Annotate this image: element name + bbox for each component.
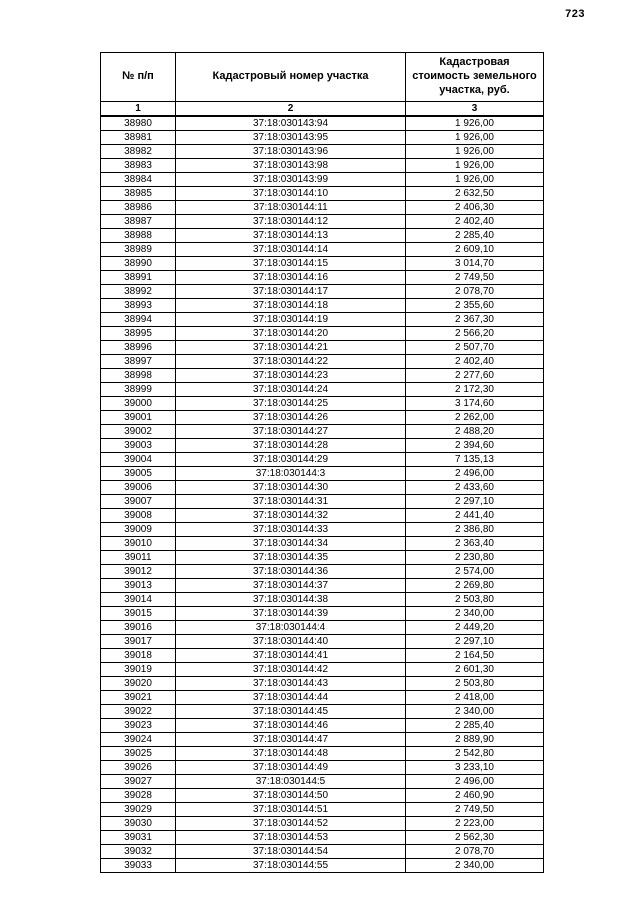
table-row	[101, 116, 544, 131]
table-row	[101, 747, 544, 761]
cadastral-value-cell: 2 406,30	[406, 201, 544, 215]
cadastral-number-cell: 37:18:030144:32	[176, 509, 406, 523]
cadastral-number-cell: 37:18:030144:49	[176, 761, 406, 775]
cadastral-value-cell: 2 402,40	[406, 355, 544, 369]
row-number-cell: 38989	[101, 243, 176, 257]
cadastral-value-cell: 2 230,80	[406, 551, 544, 565]
row-number-cell: 39023	[101, 719, 176, 733]
row-number-cell: 38999	[101, 383, 176, 397]
cadastral-number-cell: 37:18:030143:94	[176, 116, 406, 131]
cadastral-number-cell: 37:18:030144:54	[176, 845, 406, 859]
row-number-cell: 38986	[101, 201, 176, 215]
cadastral-number-cell: 37:18:030144:41	[176, 649, 406, 663]
cadastral-table	[100, 52, 544, 873]
cadastral-number-cell: 37:18:030144:35	[176, 551, 406, 565]
cadastral-number-cell: 37:18:030144:31	[176, 495, 406, 509]
cadastral-number-cell: 37:18:030144:43	[176, 677, 406, 691]
row-number-cell: 39005	[101, 467, 176, 481]
cadastral-number-cell: 37:18:030144:34	[176, 537, 406, 551]
table-row	[101, 607, 544, 621]
table-row	[101, 691, 544, 705]
cadastral-number-cell: 37:18:030144:10	[176, 187, 406, 201]
page-number: 723	[565, 8, 585, 20]
cadastral-value-cell: 2 340,00	[406, 859, 544, 873]
cadastral-number-cell: 37:18:030144:51	[176, 803, 406, 817]
cadastral-value-cell: 2 503,80	[406, 593, 544, 607]
cadastral-number-cell: 37:18:030144:45	[176, 705, 406, 719]
column-number-3: 3	[406, 102, 544, 117]
cadastral-number-cell: 37:18:030144:19	[176, 313, 406, 327]
table-row	[101, 341, 544, 355]
row-number-cell: 38991	[101, 271, 176, 285]
header-cadastral-number: Кадастровый номер участка	[176, 53, 406, 102]
header-row-number: № п/п	[101, 53, 176, 102]
table-row	[101, 537, 544, 551]
header-cadastral-value: Кадастровая стоимость земельного участка, руб.	[406, 53, 544, 102]
row-number-cell: 38985	[101, 187, 176, 201]
cadastral-value-cell: 2 394,60	[406, 439, 544, 453]
table-row	[101, 621, 544, 635]
row-number-cell: 39008	[101, 509, 176, 523]
cadastral-number-cell: 37:18:030144:20	[176, 327, 406, 341]
cadastral-value-cell: 2 269,80	[406, 579, 544, 593]
table-row	[101, 565, 544, 579]
cadastral-value-cell: 2 488,20	[406, 425, 544, 439]
cadastral-number-cell: 37:18:030144:52	[176, 817, 406, 831]
row-number-cell: 39016	[101, 621, 176, 635]
row-number-cell: 38997	[101, 355, 176, 369]
cadastral-number-cell: 37:18:030144:33	[176, 523, 406, 537]
cadastral-value-cell: 2 078,70	[406, 845, 544, 859]
row-number-cell: 38982	[101, 145, 176, 159]
cadastral-number-cell: 37:18:030144:21	[176, 341, 406, 355]
cadastral-value-cell: 2 297,10	[406, 495, 544, 509]
table-row	[101, 649, 544, 663]
table-row	[101, 327, 544, 341]
row-number-cell: 38993	[101, 299, 176, 313]
cadastral-number-cell: 37:18:030144:11	[176, 201, 406, 215]
row-number-cell: 38992	[101, 285, 176, 299]
table-row	[101, 411, 544, 425]
cadastral-value-cell: 2 632,50	[406, 187, 544, 201]
table-row	[101, 425, 544, 439]
table-row	[101, 229, 544, 243]
table-row	[101, 397, 544, 411]
cadastral-value-cell: 2 340,00	[406, 705, 544, 719]
row-number-cell: 38995	[101, 327, 176, 341]
table-row	[101, 551, 544, 565]
cadastral-value-cell: 2 285,40	[406, 229, 544, 243]
column-number-1: 1	[101, 102, 176, 117]
cadastral-value-cell: 2 363,40	[406, 537, 544, 551]
table-row	[101, 635, 544, 649]
row-number-cell: 39026	[101, 761, 176, 775]
row-number-cell: 39032	[101, 845, 176, 859]
cadastral-number-cell: 37:18:030144:13	[176, 229, 406, 243]
table-row	[101, 313, 544, 327]
row-number-cell: 38994	[101, 313, 176, 327]
row-number-cell: 39031	[101, 831, 176, 845]
row-number-cell: 38983	[101, 159, 176, 173]
cadastral-value-cell: 2 172,30	[406, 383, 544, 397]
table-row	[101, 733, 544, 747]
cadastral-number-cell: 37:18:030144:55	[176, 859, 406, 873]
cadastral-value-cell: 2 355,60	[406, 299, 544, 313]
row-number-cell: 38996	[101, 341, 176, 355]
cadastral-number-cell: 37:18:030144:36	[176, 565, 406, 579]
row-number-cell: 39011	[101, 551, 176, 565]
row-number-cell: 39003	[101, 439, 176, 453]
cadastral-value-cell: 2 496,00	[406, 775, 544, 789]
table-row	[101, 677, 544, 691]
cadastral-number-cell: 37:18:030144:29	[176, 453, 406, 467]
cadastral-value-cell: 2 277,60	[406, 369, 544, 383]
row-number-cell: 39017	[101, 635, 176, 649]
cadastral-number-cell: 37:18:030144:27	[176, 425, 406, 439]
row-number-cell: 38981	[101, 131, 176, 145]
cadastral-number-cell: 37:18:030144:23	[176, 369, 406, 383]
cadastral-number-cell: 37:18:030144:25	[176, 397, 406, 411]
row-number-cell: 38990	[101, 257, 176, 271]
row-number-cell: 39015	[101, 607, 176, 621]
cadastral-number-cell: 37:18:030144:39	[176, 607, 406, 621]
row-number-cell: 39013	[101, 579, 176, 593]
table-row	[101, 173, 544, 187]
cadastral-value-cell: 1 926,00	[406, 173, 544, 187]
table-row	[101, 817, 544, 831]
table-row	[101, 789, 544, 803]
table-row	[101, 257, 544, 271]
cadastral-value-cell: 3 233,10	[406, 761, 544, 775]
row-number-cell: 39021	[101, 691, 176, 705]
column-numbers-row	[101, 102, 544, 117]
table-row	[101, 719, 544, 733]
table-row	[101, 159, 544, 173]
cadastral-value-cell: 2 433,60	[406, 481, 544, 495]
row-number-cell: 39018	[101, 649, 176, 663]
row-number-cell: 39027	[101, 775, 176, 789]
table-row	[101, 509, 544, 523]
cadastral-value-cell: 2 223,00	[406, 817, 544, 831]
row-number-cell: 39002	[101, 425, 176, 439]
row-number-cell: 39025	[101, 747, 176, 761]
row-number-cell: 39019	[101, 663, 176, 677]
table-row	[101, 187, 544, 201]
table-row	[101, 859, 544, 873]
table-row	[101, 761, 544, 775]
cadastral-number-cell: 37:18:030144:46	[176, 719, 406, 733]
cadastral-number-cell: 37:18:030144:15	[176, 257, 406, 271]
table-row	[101, 201, 544, 215]
cadastral-number-cell: 37:18:030144:47	[176, 733, 406, 747]
cadastral-number-cell: 37:18:030144:18	[176, 299, 406, 313]
cadastral-value-cell: 2 449,20	[406, 621, 544, 635]
row-number-cell: 39006	[101, 481, 176, 495]
cadastral-number-cell: 37:18:030144:12	[176, 215, 406, 229]
cadastral-value-cell: 2 507,70	[406, 341, 544, 355]
row-number-cell: 38998	[101, 369, 176, 383]
cadastral-number-cell: 37:18:030144:22	[176, 355, 406, 369]
table-body	[101, 116, 544, 873]
table-row	[101, 243, 544, 257]
cadastral-value-cell: 2 609,10	[406, 243, 544, 257]
cadastral-number-cell: 37:18:030144:28	[176, 439, 406, 453]
cadastral-value-cell: 7 135,13	[406, 453, 544, 467]
cadastral-value-cell: 3 174,60	[406, 397, 544, 411]
cadastral-number-cell: 37:18:030144:4	[176, 621, 406, 635]
cadastral-number-cell: 37:18:030144:50	[176, 789, 406, 803]
row-number-cell: 39007	[101, 495, 176, 509]
row-number-cell: 38988	[101, 229, 176, 243]
row-number-cell: 38984	[101, 173, 176, 187]
table-row	[101, 145, 544, 159]
cadastral-number-cell: 37:18:030143:96	[176, 145, 406, 159]
table-row	[101, 775, 544, 789]
table-row	[101, 131, 544, 145]
row-number-cell: 39022	[101, 705, 176, 719]
table-row	[101, 705, 544, 719]
table-row	[101, 467, 544, 481]
cadastral-number-cell: 37:18:030144:38	[176, 593, 406, 607]
row-number-cell: 39020	[101, 677, 176, 691]
table-row	[101, 215, 544, 229]
table-row	[101, 845, 544, 859]
cadastral-value-cell: 2 386,80	[406, 523, 544, 537]
table-row	[101, 831, 544, 845]
cadastral-value-cell: 2 601,30	[406, 663, 544, 677]
cadastral-number-cell: 37:18:030144:53	[176, 831, 406, 845]
cadastral-value-cell: 1 926,00	[406, 159, 544, 173]
table-row	[101, 481, 544, 495]
cadastral-number-cell: 37:18:030143:95	[176, 131, 406, 145]
row-number-cell: 39004	[101, 453, 176, 467]
cadastral-value-cell: 2 749,50	[406, 271, 544, 285]
cadastral-value-cell: 1 926,00	[406, 145, 544, 159]
cadastral-value-cell: 2 285,40	[406, 719, 544, 733]
cadastral-value-cell: 2 496,00	[406, 467, 544, 481]
cadastral-number-cell: 37:18:030144:40	[176, 635, 406, 649]
table-row	[101, 285, 544, 299]
table-row	[101, 453, 544, 467]
cadastral-number-cell: 37:18:030144:16	[176, 271, 406, 285]
cadastral-value-cell: 2 749,50	[406, 803, 544, 817]
table-row	[101, 383, 544, 397]
column-number-2: 2	[176, 102, 406, 117]
cadastral-number-cell: 37:18:030144:14	[176, 243, 406, 257]
cadastral-number-cell: 37:18:030144:17	[176, 285, 406, 299]
row-number-cell: 39012	[101, 565, 176, 579]
row-number-cell: 39014	[101, 593, 176, 607]
table-row	[101, 593, 544, 607]
cadastral-value-cell: 2 889,90	[406, 733, 544, 747]
row-number-cell: 39000	[101, 397, 176, 411]
cadastral-value-cell: 2 340,00	[406, 607, 544, 621]
row-number-cell: 39009	[101, 523, 176, 537]
cadastral-value-cell: 1 926,00	[406, 116, 544, 131]
table-row	[101, 579, 544, 593]
cadastral-value-cell: 1 926,00	[406, 131, 544, 145]
table-row	[101, 495, 544, 509]
cadastral-number-cell: 37:18:030144:37	[176, 579, 406, 593]
row-number-cell: 39024	[101, 733, 176, 747]
cadastral-value-cell: 2 164,50	[406, 649, 544, 663]
row-number-cell: 38980	[101, 116, 176, 131]
cadastral-value-cell: 3 014,70	[406, 257, 544, 271]
row-number-cell: 39030	[101, 817, 176, 831]
cadastral-number-cell: 37:18:030144:42	[176, 663, 406, 677]
row-number-cell: 39033	[101, 859, 176, 873]
row-number-cell: 39029	[101, 803, 176, 817]
table-header-row	[101, 53, 544, 102]
table-row	[101, 299, 544, 313]
cadastral-value-cell: 2 418,00	[406, 691, 544, 705]
cadastral-value-cell: 2 441,40	[406, 509, 544, 523]
cadastral-value-cell: 2 078,70	[406, 285, 544, 299]
cadastral-value-cell: 2 503,80	[406, 677, 544, 691]
table-row	[101, 355, 544, 369]
cadastral-number-cell: 37:18:030144:24	[176, 383, 406, 397]
cadastral-value-cell: 2 566,20	[406, 327, 544, 341]
cadastral-value-cell: 2 367,30	[406, 313, 544, 327]
table-row	[101, 523, 544, 537]
row-number-cell: 39001	[101, 411, 176, 425]
row-number-cell: 39028	[101, 789, 176, 803]
row-number-cell: 38987	[101, 215, 176, 229]
cadastral-value-cell: 2 542,80	[406, 747, 544, 761]
cadastral-value-cell: 2 460,90	[406, 789, 544, 803]
cadastral-value-cell: 2 262,00	[406, 411, 544, 425]
table-row	[101, 439, 544, 453]
table-row	[101, 271, 544, 285]
cadastral-value-cell: 2 562,30	[406, 831, 544, 845]
cadastral-value-cell: 2 402,40	[406, 215, 544, 229]
cadastral-number-cell: 37:18:030144:44	[176, 691, 406, 705]
table-row	[101, 803, 544, 817]
cadastral-number-cell: 37:18:030144:48	[176, 747, 406, 761]
cadastral-number-cell: 37:18:030143:99	[176, 173, 406, 187]
cadastral-number-cell: 37:18:030144:26	[176, 411, 406, 425]
cadastral-value-cell: 2 297,10	[406, 635, 544, 649]
cadastral-number-cell: 37:18:030144:3	[176, 467, 406, 481]
row-number-cell: 39010	[101, 537, 176, 551]
table-row	[101, 369, 544, 383]
cadastral-number-cell: 37:18:030143:98	[176, 159, 406, 173]
cadastral-value-cell: 2 574,00	[406, 565, 544, 579]
cadastral-number-cell: 37:18:030144:30	[176, 481, 406, 495]
table-row	[101, 663, 544, 677]
cadastral-number-cell: 37:18:030144:5	[176, 775, 406, 789]
